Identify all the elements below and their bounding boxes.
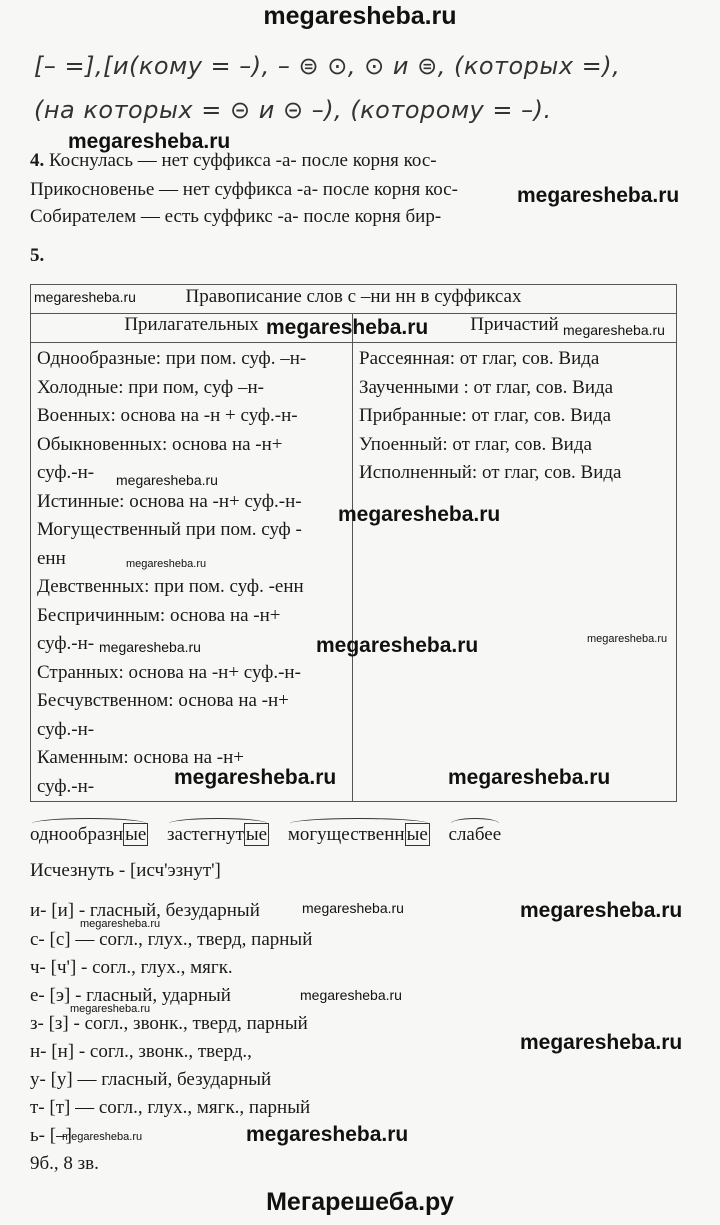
table-row: Бесчувственном: основа на -н+ (37, 690, 289, 711)
watermark: megaresheba.ru (174, 766, 337, 789)
table-row: суф.-н- (37, 775, 95, 797)
morph-word: однообразн ые (30, 818, 148, 846)
participles-column (353, 343, 677, 802)
table-row: Могущественный при пом. суф - (37, 519, 302, 540)
watermark-bottom: Мегарешеба.ру (266, 1188, 454, 1216)
phonetic-line: н- [н] - согл., звонк., тверд., (30, 1041, 252, 1062)
phonetic-line: е- [э] - гласный, ударный (30, 985, 231, 1006)
table-row: Каменным: основа на -н+ (37, 747, 245, 768)
watermark: megaresheba.ru (517, 184, 680, 207)
watermark: megaresheba.ru (520, 1031, 683, 1054)
phonetic-line: т- [т] — согл., глух., мягк., парный (30, 1097, 311, 1118)
task5-number: 5. (30, 245, 45, 266)
watermark: megaresheba.ru (587, 633, 668, 645)
table-row: Прибранные: от глаг, сов. Вида (359, 405, 612, 426)
table-row: Странных: основа на -н+ суф.-н- (37, 661, 301, 683)
phonetic-line: ь- [–] (30, 1125, 72, 1146)
phonetic-line: с- [с] — согл., глух., тверд, парный (30, 929, 313, 950)
table-row: енн (37, 547, 66, 569)
phonetic-line: у- [у] — гласный, безударный (30, 1069, 272, 1090)
phonetic-line: и- [и] - гласный, безударный (30, 900, 260, 921)
root-arc-icon (32, 818, 146, 829)
handwritten-scheme-line-2: (на которых = ⊝ и ⊝ –), (которому = –). (34, 96, 552, 124)
table-row: Девственных: при пом. суф. -енн (37, 576, 304, 597)
watermark: megaresheba.ru (448, 766, 611, 789)
phonetic-title: Исчезнуть - [исч'эзнут'] (30, 860, 221, 881)
ending-box: ые (125, 824, 147, 845)
table-row: Однообразные: при пом. суф. –н- (37, 348, 307, 369)
suffix-table (30, 284, 677, 802)
watermark: megaresheba.ru (62, 1131, 143, 1143)
watermark: megaresheba.ru (563, 322, 665, 338)
table-row: Рассеянная: от глаг, сов. Вида (359, 348, 600, 369)
column-header-participles: Причастий (353, 314, 677, 343)
column-header-adjectives: Прилагательных (31, 314, 353, 343)
task4-text-1: Коснулась — нет суффикса -а- после корня кос- (49, 150, 437, 171)
morph-word: могущественн ые (288, 818, 430, 846)
root-arc-icon (169, 818, 267, 829)
watermark: megaresheba.ru (300, 987, 402, 1003)
morphemic-words (30, 818, 515, 846)
watermark: megaresheba.ru (70, 1003, 151, 1015)
table-row: Исполненный: от глаг, сов. Вида (359, 462, 622, 483)
ending-box: ые (245, 824, 268, 845)
table-row: суф.-н- (37, 633, 95, 654)
morph-word: застегнут ые (167, 818, 269, 846)
phonetic-line: ч- [ч'] - согл., глух., мягк. (30, 957, 233, 978)
table-row: Военных: основа на -н + суф.-н- (37, 405, 298, 426)
table-row: Упоенный: от глаг, сов. Вида (359, 433, 592, 455)
task4-number: 4. (30, 150, 45, 171)
watermark: megaresheba.ru (34, 289, 136, 305)
watermark: megaresheba.ru (80, 918, 161, 930)
root-arc-icon (290, 818, 428, 829)
watermark-top: megaresheba.ru (263, 2, 457, 30)
task4-line-3: Собирателем — есть суффикс -а- после корня бир- (30, 206, 442, 227)
watermark: megaresheba.ru (316, 634, 479, 657)
table-row: Истинные: основа на -н+ суф.-н- (37, 490, 302, 512)
table-row: суф.-н- (37, 718, 95, 740)
ending-box: ые (406, 824, 428, 845)
root-arc-icon (451, 818, 500, 829)
watermark: megaresheba.ru (520, 899, 683, 922)
task4-line-2: Прикосновенье — нет суффикса -а- после корня кос- (30, 179, 458, 200)
table-title: Правописание слов с –ни нн в суффиксах (31, 285, 677, 314)
task4-line-1 (30, 150, 437, 172)
watermark: megaresheba.ru (126, 558, 207, 570)
watermark: megaresheba.ru (266, 316, 429, 339)
handwritten-scheme-line-1: [– =],[и(кому = –), – ⊜ ⊙, ⊙ и ⊜, (которых =), (34, 52, 621, 80)
table-row: суф.-н- (37, 462, 95, 483)
table-row: Холодные: при пом, суф –н- (37, 376, 264, 398)
table-row: Заученными : от глаг, сов. Вида (359, 376, 614, 398)
phonetic-line: з- [з] - согл., звонк., тверд, парный (30, 1013, 308, 1034)
adjectives-column (31, 343, 353, 802)
watermark: megaresheba.ru (302, 900, 404, 916)
table-row: Обыкновенных: основа на -н+ (37, 433, 283, 455)
table-row: Беспричинным: основа на -н+ (37, 604, 281, 626)
watermark: megaresheba.ru (116, 472, 218, 488)
watermark: megaresheba.ru (246, 1123, 409, 1146)
watermark: megaresheba.ru (68, 130, 231, 153)
morph-word: слабее (449, 818, 502, 846)
watermark: megaresheba.ru (338, 503, 501, 526)
phonetic-summary: 9б., 8 зв. (30, 1153, 99, 1174)
watermark: megaresheba.ru (99, 639, 201, 655)
